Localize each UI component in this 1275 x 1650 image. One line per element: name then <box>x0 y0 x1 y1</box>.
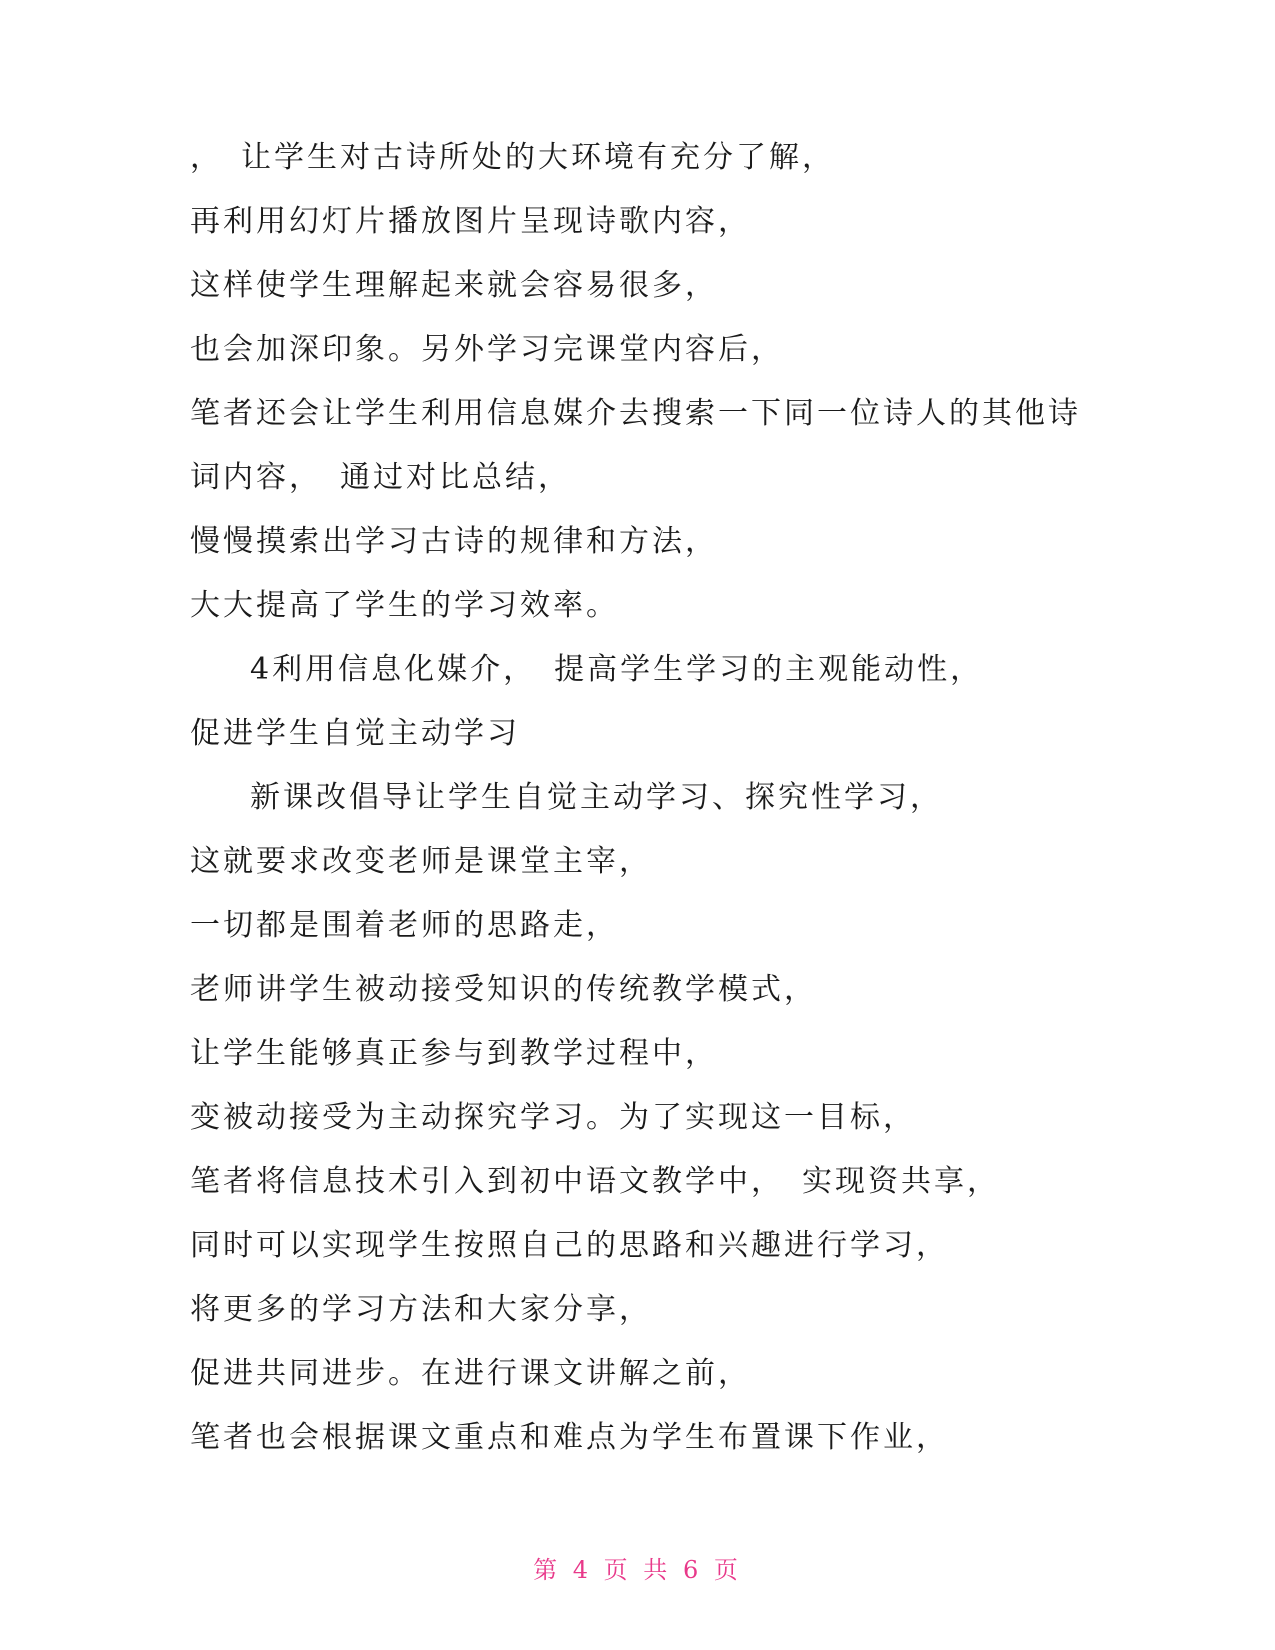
text-line: 笔者也会根据课文重点和难点为学生布置课下作业， <box>190 1420 949 1455</box>
text-line: 也会加深印象。另外学习完课堂内容后， <box>190 332 784 367</box>
text-line: ， 让学生对古诗所处的大环境有充分了解， <box>190 140 835 175</box>
text-line: 这就要求改变老师是课堂主宰， <box>190 844 652 879</box>
text-line: 让学生能够真正参与到教学过程中， <box>190 1036 718 1071</box>
paragraph-start-line: 新课改倡导让学生自觉主动学习、探究性学习， <box>250 780 943 815</box>
text-line: 慢慢摸索出学习古诗的规律和方法， <box>190 524 718 559</box>
text-line: 一切都是围着老师的思路走， <box>190 908 619 943</box>
page-number-footer: 第 4 页 共 6 页 <box>533 1556 742 1584</box>
text-line: 这样使学生理解起来就会容易很多， <box>190 268 718 303</box>
body-text <box>190 142 1090 1486</box>
section-heading-continued: 促进学生自觉主动学习 <box>190 716 520 751</box>
text-line: 同时可以实现学生按照自己的思路和兴趣进行学习， <box>190 1228 949 1263</box>
text-line: 再利用幻灯片播放图片呈现诗歌内容， <box>190 204 751 239</box>
text-line: 将更多的学习方法和大家分享， <box>190 1292 652 1327</box>
section-heading: 4利用信息化媒介， 提高学生学习的主观能动性， <box>250 652 984 687</box>
text-line: 大大提高了学生的学习效率。 <box>190 588 619 623</box>
text-line: 老师讲学生被动接受知识的传统教学模式， <box>190 972 817 1007</box>
text-line: 促进共同进步。在进行课文讲解之前， <box>190 1356 751 1391</box>
text-line: 笔者将信息技术引入到初中语文教学中， 实现资共享， <box>190 1164 1000 1199</box>
text-line: 变被动接受为主动探究学习。为了实现这一目标， <box>190 1100 916 1135</box>
text-line: 笔者还会让学生利用信息媒介去搜索一下同一位诗人的其他诗 <box>190 396 1081 431</box>
text-line: 词内容， 通过对比总结， <box>190 460 571 495</box>
